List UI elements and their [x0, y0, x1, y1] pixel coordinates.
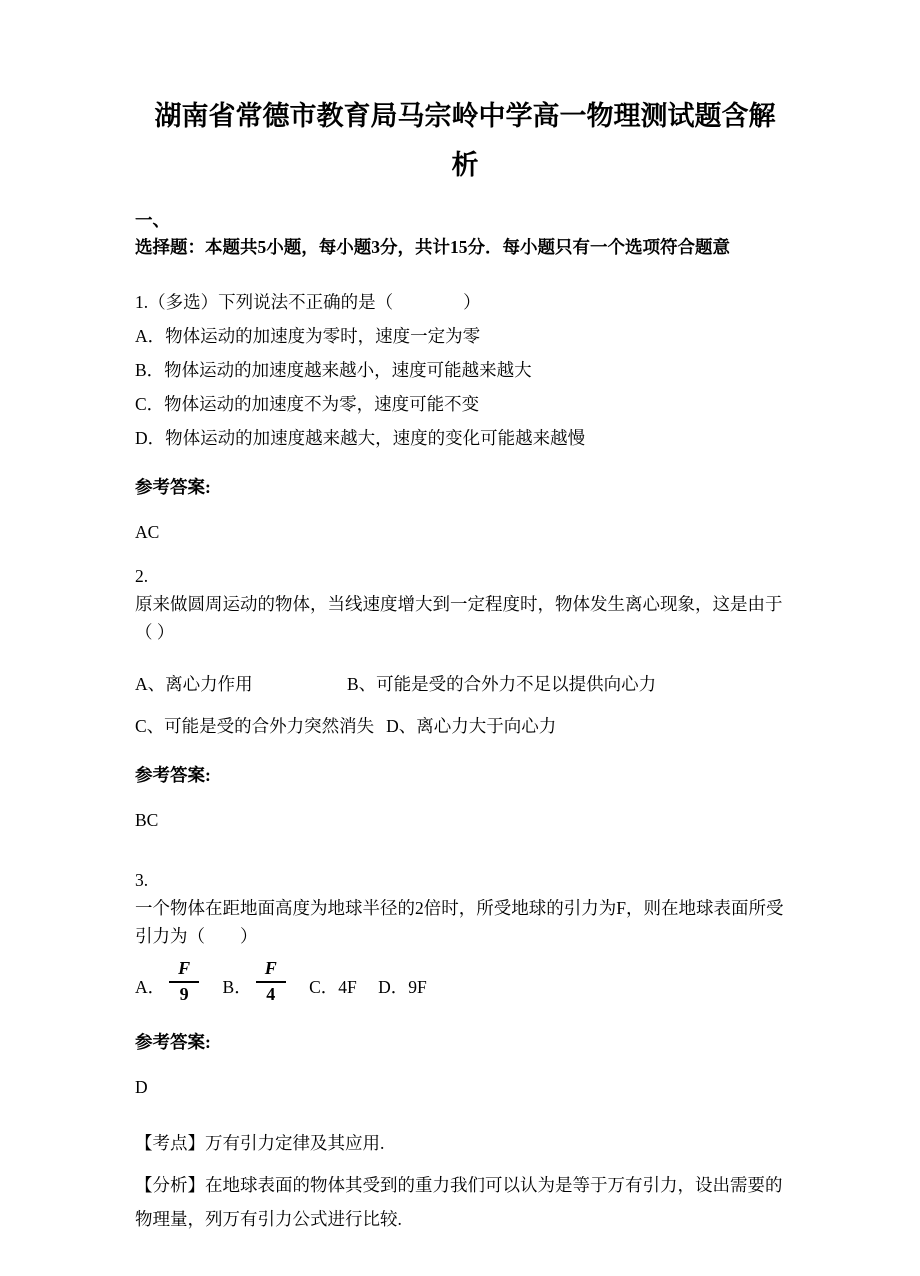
question-1-answer: AC — [135, 522, 160, 542]
fraction-denominator: 9 — [179, 984, 189, 1004]
fraction-denominator: 4 — [266, 984, 276, 1004]
question-2 — [135, 565, 795, 832]
question-3-exam-point: 【考点】万有引力定律及其应用. — [135, 1133, 385, 1153]
question-3-analysis: 【分析】在地球表面的物体其受到的重力我们可以认为是等于万有引力，设出需要的物理量，列万有引力公式进行比较. — [135, 1175, 783, 1229]
question-1-option-c: C．物体运动的加速度不为零，速度可能不变 — [135, 394, 480, 414]
choice-c-label: C． — [309, 977, 339, 997]
choice-d-text: 9F — [408, 977, 427, 997]
question-3-choice-a — [135, 958, 201, 1004]
question-3 — [135, 869, 795, 1236]
question-2-option-b: B、可能是受的合外力不足以提供向心力 — [347, 674, 657, 694]
question-1-option-a: A．物体运动的加速度为零时，速度一定为零 — [135, 326, 481, 346]
document-title-line-1: 湖南省常德市教育局马宗岭中学高一物理测试题含解 — [154, 101, 776, 131]
question-2-option-c: C、可能是受的合外力突然消失 — [135, 716, 375, 736]
question-2-option-d: D、离心力大于向心力 — [386, 716, 557, 736]
section-heading — [135, 207, 795, 261]
choice-d-label: D． — [378, 977, 409, 997]
question-3-number: 3. — [135, 870, 149, 890]
question-1-option-b: B．物体运动的加速度越来越小，速度可能越来越大 — [135, 360, 532, 380]
question-2-option-a: A、离心力作用 — [135, 674, 253, 694]
question-2-options-row-1 — [135, 672, 795, 696]
question-1-option-d: D．物体运动的加速度越来越大，速度的变化可能越来越慢 — [135, 428, 586, 448]
document-title — [135, 92, 795, 190]
choice-b-label: B． — [222, 977, 252, 997]
section-number: 一、 — [135, 210, 170, 230]
section-instructions: 选择题：本题共5小题，每小题3分，共计15分．每小题只有一个选项符合题意 — [135, 237, 730, 257]
question-3-choice-c — [309, 977, 357, 997]
question-2-answer: BC — [135, 810, 159, 830]
question-2-number: 2. — [135, 566, 149, 586]
question-3-choice-d — [378, 977, 427, 997]
question-3-choices — [135, 958, 795, 1005]
question-1-answer-label: 参考答案: — [135, 477, 211, 497]
fraction-numerator: F — [256, 958, 286, 983]
fraction-f-over-9 — [169, 958, 199, 1005]
question-2-stem: 原来做圆周运动的物体，当线速度增大到一定程度时，物体发生离心现象，这是由于（ ） — [135, 594, 783, 642]
document-title-line-2: 析 — [451, 150, 479, 180]
fraction-f-over-4 — [256, 958, 286, 1005]
question-2-options-row-2 — [135, 714, 795, 738]
question-1-stem: 1.（多选）下列说法不正确的是（ ） — [135, 292, 481, 312]
fraction-numerator: F — [169, 958, 199, 983]
question-3-choice-b — [222, 958, 288, 1004]
choice-c-text: 4F — [338, 977, 357, 997]
question-1 — [135, 290, 795, 544]
question-3-answer-label: 参考答案: — [135, 1032, 211, 1052]
question-2-answer-label: 参考答案: — [135, 765, 211, 785]
question-3-answer: D — [135, 1077, 148, 1097]
question-3-stem: 一个物体在距地面高度为地球半径的2倍时，所受地球的引力为F，则在地球表面所受引力为（ ） — [135, 898, 784, 946]
choice-a-label: A． — [135, 977, 166, 997]
